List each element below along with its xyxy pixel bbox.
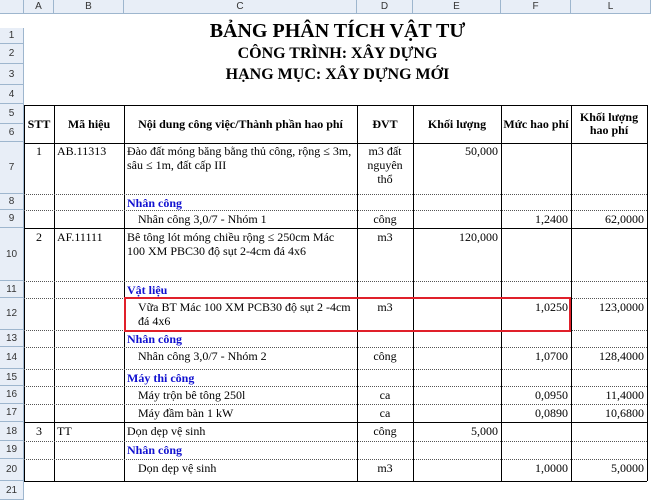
row-header[interactable]: 14 xyxy=(0,347,24,369)
grid-line xyxy=(24,105,647,106)
column-header[interactable]: L xyxy=(571,0,651,14)
header-muc-hao-phi[interactable]: Mức hao phí xyxy=(503,116,569,131)
row-header[interactable]: 6 xyxy=(0,124,24,142)
cell-noi_dung[interactable]: Nhân công 3,0/7 - Nhóm 2 xyxy=(138,349,267,363)
cell-klhp[interactable]: 5,0000 xyxy=(611,461,644,475)
row-header[interactable]: 12 xyxy=(0,298,24,330)
cell-dvt[interactable]: ca xyxy=(379,406,391,420)
cell-kl[interactable]: 120,000 xyxy=(459,230,498,244)
cell-noi_dung[interactable]: Máy trộn bê tông 250l xyxy=(138,388,246,402)
row-header[interactable]: 8 xyxy=(0,194,24,210)
cell-noi_dung[interactable]: Nhân công xyxy=(127,332,183,346)
cell-noi_dung[interactable]: Dọn dẹp vệ sinh xyxy=(138,461,217,475)
cell-klhp[interactable]: 10,6800 xyxy=(605,406,644,420)
grid-line xyxy=(24,422,647,423)
grid-line xyxy=(24,404,647,405)
cell-dvt[interactable]: m3 xyxy=(377,461,393,475)
grid-line xyxy=(24,105,25,481)
row-header[interactable]: 20 xyxy=(0,459,24,481)
cell-dvt[interactable]: m3 xyxy=(377,230,393,244)
select-all-corner[interactable] xyxy=(0,0,24,14)
cell-noi_dung[interactable]: Đào đất móng băng bằng thủ công, rộng ≤ 3m, sâu ≤ 1m, đất cấp III xyxy=(127,144,352,172)
column-header[interactable]: D xyxy=(357,0,413,14)
row-header[interactable]: 19 xyxy=(0,441,24,459)
header-khoi-luong[interactable]: Khối lượng xyxy=(427,116,487,131)
grid-line xyxy=(24,441,647,442)
cell-dvt[interactable]: công xyxy=(373,424,397,438)
cell-noi_dung[interactable]: Vật liệu xyxy=(127,283,168,297)
cell-muc[interactable]: 1,0700 xyxy=(535,349,568,363)
grid-line xyxy=(24,281,647,282)
grid-line xyxy=(24,228,647,229)
column-header[interactable]: C xyxy=(124,0,357,14)
cell-dvt[interactable]: m3 đất nguyên thổ xyxy=(367,144,403,186)
grid-line xyxy=(357,105,358,481)
row-header[interactable]: 17 xyxy=(0,404,24,422)
grid-line xyxy=(647,105,648,481)
grid-line xyxy=(124,105,125,481)
row-header[interactable]: 21 xyxy=(0,481,24,500)
cell-noi_dung[interactable]: Máy đầm bàn 1 kW xyxy=(138,406,234,420)
row-header[interactable]: 4 xyxy=(0,85,24,104)
cell-noi_dung[interactable]: Nhân công 3,0/7 - Nhóm 1 xyxy=(138,212,267,226)
header-kl-hao-phi[interactable]: Khối lượng hao phí xyxy=(579,110,639,137)
row-header[interactable]: 1 xyxy=(0,28,24,44)
cell-klhp[interactable]: 11,4000 xyxy=(605,388,644,402)
cell-muc[interactable]: 1,2400 xyxy=(535,212,568,226)
grid-line xyxy=(24,194,647,195)
grid-line xyxy=(24,459,647,460)
cell-stt[interactable]: 2 xyxy=(36,230,42,244)
cell-muc[interactable]: 0,0890 xyxy=(535,406,568,420)
row-header[interactable]: 3 xyxy=(0,64,24,85)
grid-line xyxy=(24,481,647,482)
cell-dvt[interactable]: ca xyxy=(379,388,391,402)
row-header[interactable]: 16 xyxy=(0,386,24,404)
row-header[interactable]: 11 xyxy=(0,281,24,298)
header-dvt[interactable]: ĐVT xyxy=(372,116,398,131)
grid-line xyxy=(24,386,647,387)
column-header[interactable]: A xyxy=(24,0,54,14)
row-header[interactable]: 7 xyxy=(0,142,24,194)
column-header[interactable]: B xyxy=(54,0,124,14)
cell-noi_dung[interactable]: Máy thi công xyxy=(127,371,195,385)
cell-noi_dung[interactable]: Nhân công xyxy=(127,196,183,210)
cell-kl[interactable]: 5,000 xyxy=(471,424,498,438)
column-header[interactable]: F xyxy=(501,0,571,14)
cell-klhp[interactable]: 123,0000 xyxy=(599,300,644,314)
cell-ma[interactable]: AB.11313 xyxy=(57,144,107,158)
cell-dvt[interactable]: công xyxy=(373,349,397,363)
grid-line xyxy=(24,347,647,348)
sheet-title[interactable]: BẢNG PHÂN TÍCH VẬT TƯ xyxy=(209,20,466,42)
cell-dvt[interactable]: công xyxy=(373,212,397,226)
grid-line xyxy=(501,105,502,481)
grid-line xyxy=(24,369,647,370)
cell-noi_dung[interactable]: Nhân công xyxy=(127,443,183,457)
cell-noi_dung[interactable]: Vữa BT Mác 100 XM PCB30 độ sụt 2 -4cm đá 4x6 xyxy=(138,300,351,328)
cell-muc[interactable]: 1,0000 xyxy=(535,461,568,475)
row-header[interactable]: 15 xyxy=(0,369,24,386)
header-noi-dung[interactable]: Nội dung công việc/Thành phần hao phí xyxy=(138,116,343,131)
highlight-box xyxy=(124,297,571,332)
grid-line xyxy=(571,105,572,481)
cell-klhp[interactable]: 62,0000 xyxy=(605,212,644,226)
header-ma-hieu[interactable]: Mã hiệu xyxy=(67,116,111,131)
row-header[interactable]: 2 xyxy=(0,44,24,64)
grid-line xyxy=(24,143,647,144)
project-name[interactable]: CÔNG TRÌNH: XÂY DỰNG xyxy=(237,45,438,62)
row-header[interactable]: 10 xyxy=(0,228,24,281)
cell-klhp[interactable]: 128,4000 xyxy=(599,349,644,363)
row-header[interactable]: 9 xyxy=(0,210,24,228)
cell-muc[interactable]: 1,0250 xyxy=(535,300,568,314)
grid-line xyxy=(413,105,414,481)
work-item[interactable]: HẠNG MỤC: XÂY DỰNG MỚI xyxy=(225,66,450,83)
cell-muc[interactable]: 0,0950 xyxy=(535,388,568,402)
cell-stt[interactable]: 3 xyxy=(36,424,42,438)
cell-kl[interactable]: 50,000 xyxy=(465,144,498,158)
column-header[interactable]: E xyxy=(413,0,501,14)
grid-line xyxy=(24,210,647,211)
cell-stt[interactable]: 1 xyxy=(36,144,42,158)
cell-noi_dung[interactable]: Bê tông lót móng chiều rộng ≤ 250cm Mác 100 XM PBC30 độ sụt 2-4cm đá 4x6 xyxy=(127,230,335,258)
cell-ma[interactable]: TT xyxy=(57,424,72,438)
cell-noi_dung[interactable]: Dọn dẹp vệ sinh xyxy=(127,424,206,438)
header-stt[interactable]: STT xyxy=(27,116,51,131)
row-header[interactable]: 5 xyxy=(0,104,24,124)
cell-dvt[interactable]: m3 xyxy=(377,300,393,314)
grid-line xyxy=(54,105,55,481)
row-header[interactable]: 18 xyxy=(0,422,24,441)
cell-ma[interactable]: AF.11111 xyxy=(57,230,103,244)
row-header[interactable]: 13 xyxy=(0,330,24,347)
